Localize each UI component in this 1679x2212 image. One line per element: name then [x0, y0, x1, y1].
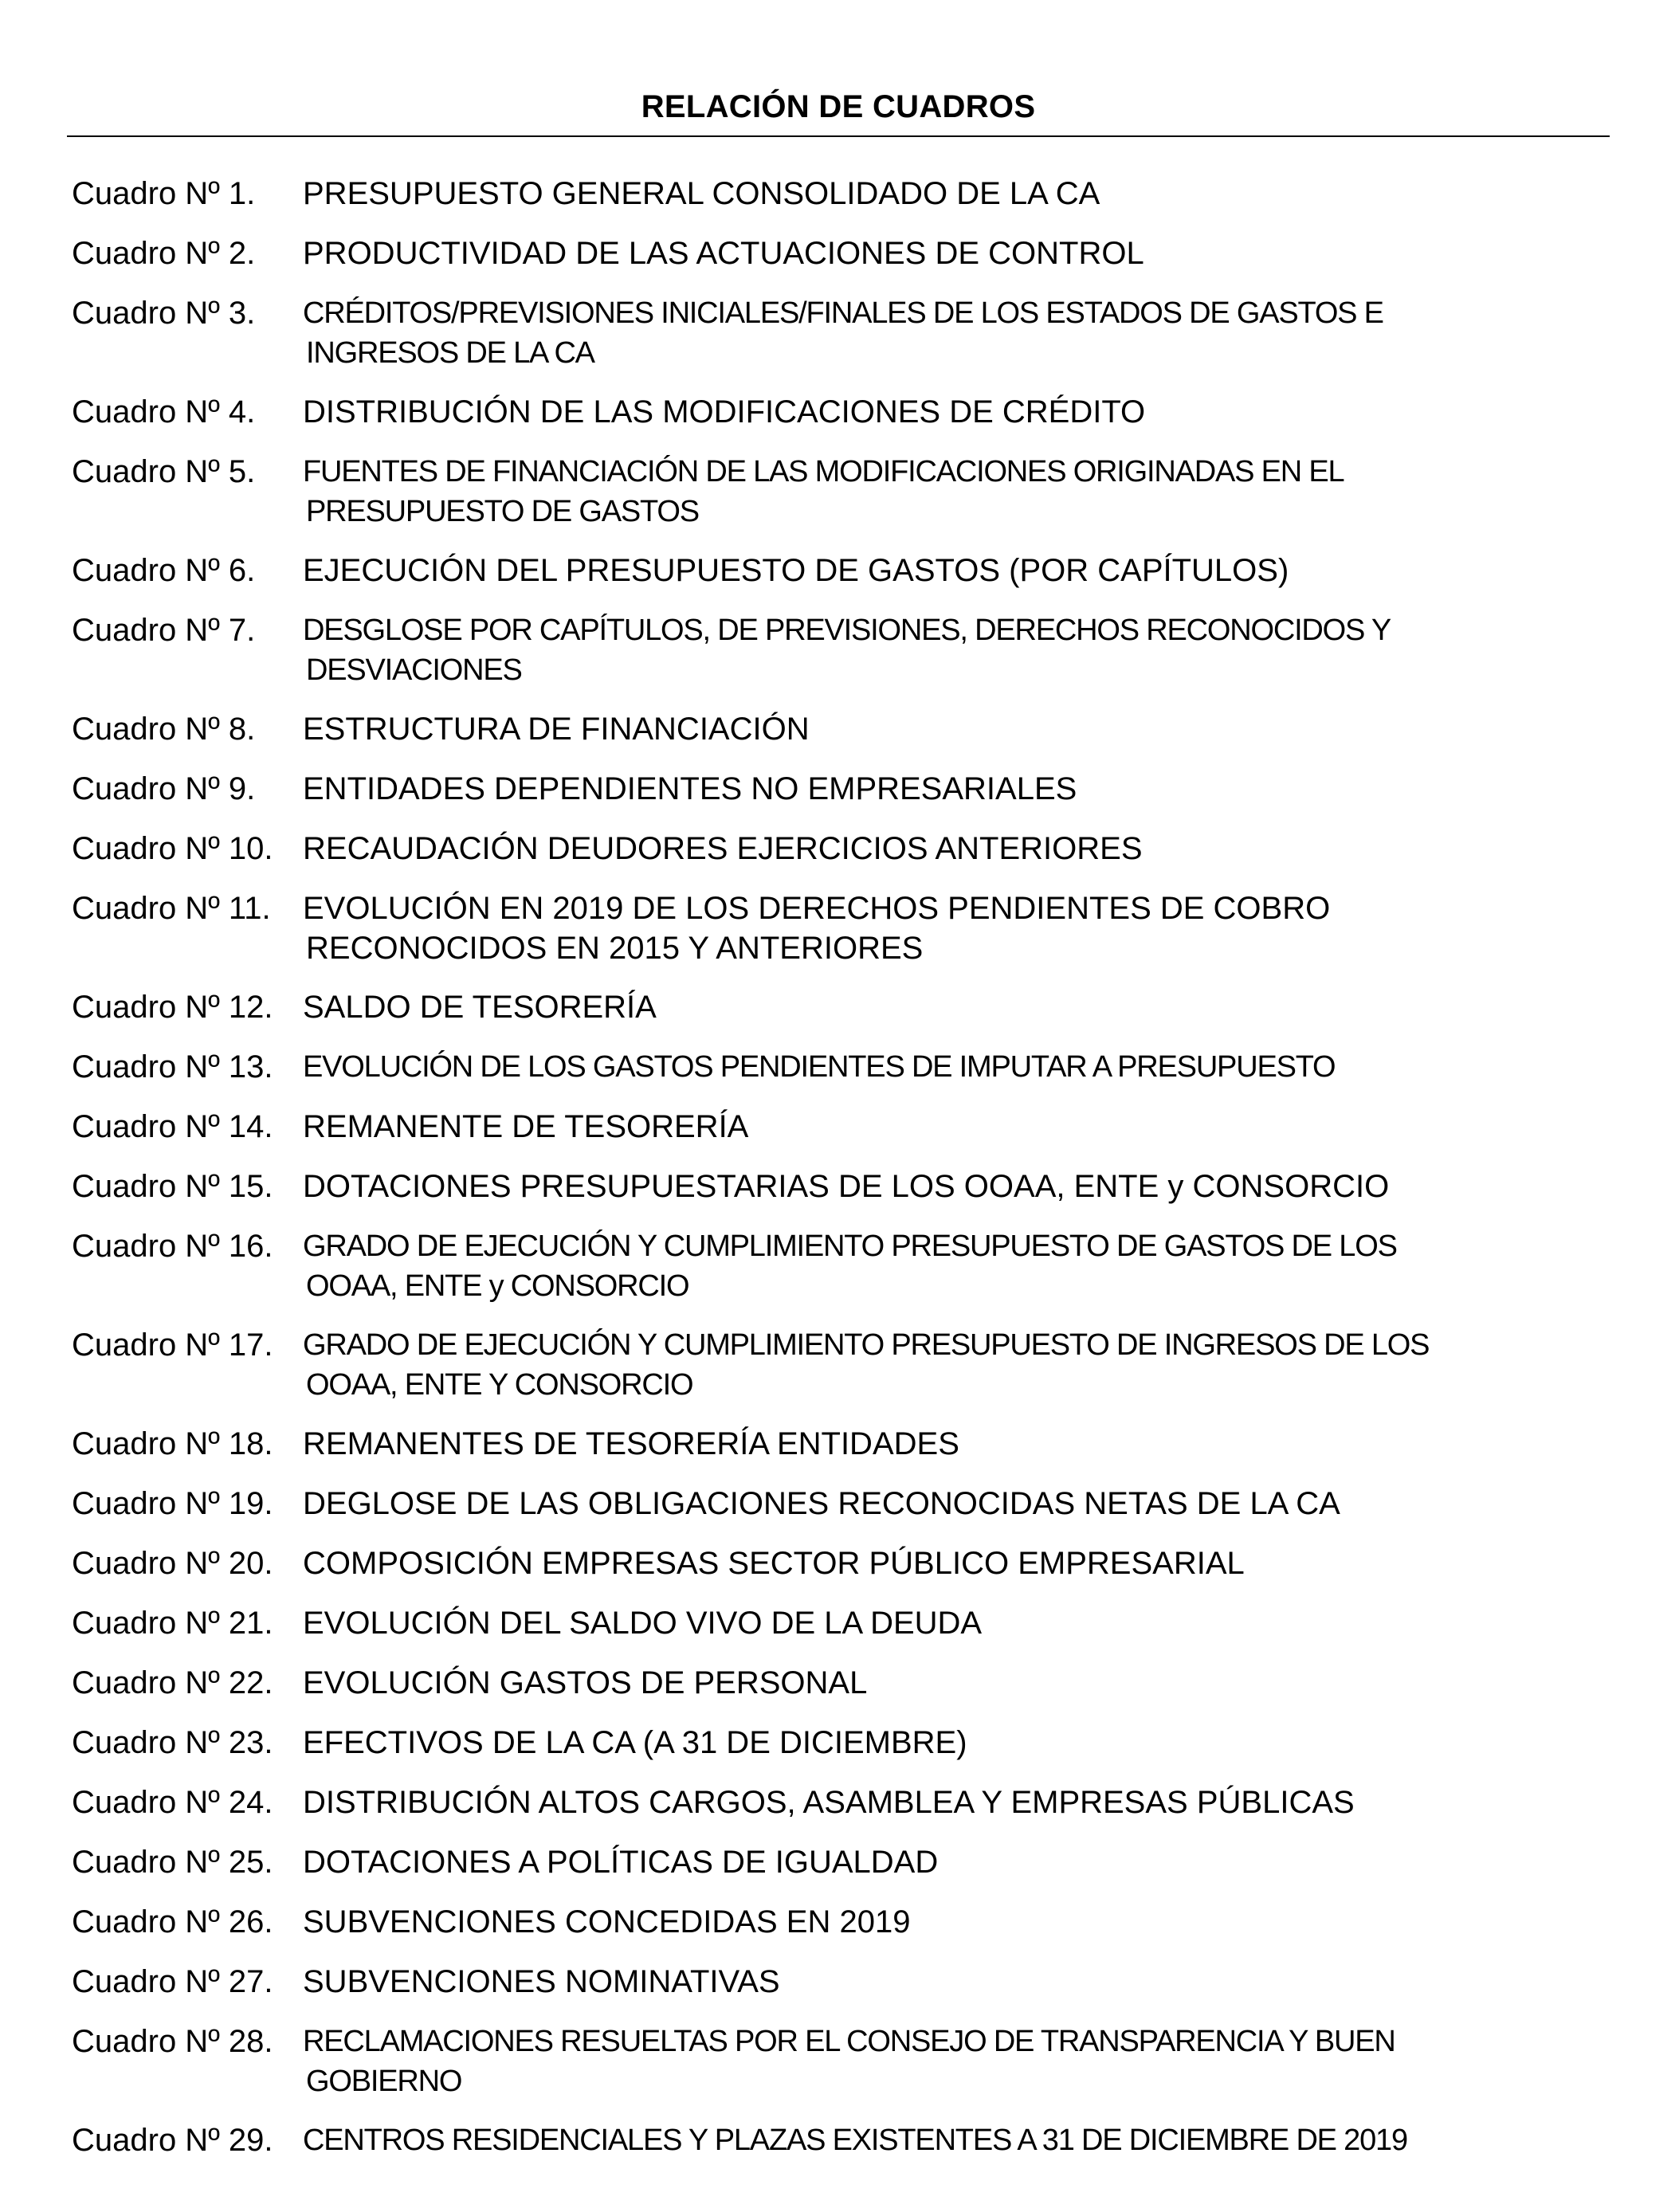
entry-title-line: DOTACIONES PRESUPUESTARIAS DE LOS OOAA, ENTE y CONSORCIO [303, 1169, 1390, 1204]
entry-title-continuation: RECONOCIDOS EN 2015 Y ANTERIORES [306, 931, 924, 966]
entry-title-line: CRÉDITOS/PREVISIONES INICIALES/FINALES DE LOS ESTADOS DE GASTOS E [303, 296, 1383, 330]
entry-title [303, 1167, 1610, 1206]
entry-title-line: EVOLUCIÓN DE LOS GASTOS PENDIENTES DE IMPUTAR A PRESUPUESTO [303, 1050, 1336, 1084]
entry-title-line: EFECTIVOS DE LA CA (A 31 DE DICIEMBRE) [303, 1725, 967, 1760]
entry-title-line: GRADO DE EJECUCIÓN Y CUMPLIMIENTO PRESUPUESTO DE INGRESOS DE LOS [303, 1328, 1430, 1362]
list-item [72, 452, 1610, 551]
entry-title [303, 1484, 1610, 1524]
entry-number: Cuadro Nº 26. [72, 1904, 273, 1939]
entry-number: Cuadro Nº 20. [72, 1546, 273, 1581]
list-item [72, 1325, 1610, 1424]
list-item [72, 1484, 1610, 1543]
entry-number: Cuadro Nº 8. [72, 712, 256, 747]
entry-title-continuation: PRESUPUESTO DE GASTOS [306, 495, 699, 528]
entry-number: Cuadro Nº 16. [72, 1229, 273, 1264]
list-item [72, 888, 1610, 987]
list-item [72, 709, 1610, 769]
list-item [72, 829, 1610, 888]
entry-number: Cuadro Nº 18. [72, 1426, 273, 1461]
entry-title [303, 1325, 1610, 1405]
entry-title [303, 2022, 1610, 2101]
entry-number: Cuadro Nº 12. [72, 990, 273, 1025]
entry-number: Cuadro Nº 3. [72, 296, 256, 331]
entry-number: Cuadro Nº 7. [72, 613, 256, 648]
entry-title [303, 1723, 1610, 1763]
entry-title [303, 987, 1610, 1027]
entry-title-line: EVOLUCIÓN GASTOS DE PERSONAL [303, 1665, 868, 1700]
entry-title-line: DESGLOSE POR CAPÍTULOS, DE PREVISIONES, DERECHOS RECONOCIDOS Y [303, 614, 1391, 647]
entry-title-line: REMANENTES DE TESORERÍA ENTIDADES [303, 1426, 959, 1461]
entry-title-line: EJECUCIÓN DEL PRESUPUESTO DE GASTOS (POR CAPÍTULOS) [303, 553, 1289, 588]
entry-title-line: DISTRIBUCIÓN DE LAS MODIFICACIONES DE CRÉDITO [303, 394, 1146, 429]
list-item [72, 610, 1610, 709]
entry-number: Cuadro Nº 5. [72, 454, 256, 489]
entry-title-line: PRESUPUESTO GENERAL CONSOLIDADO DE LA CA [303, 176, 1100, 211]
entry-title [303, 551, 1610, 590]
entry-number: Cuadro Nº 21. [72, 1606, 273, 1641]
list-item [72, 293, 1610, 392]
entry-title [303, 1424, 1610, 1464]
entry-title-line: SUBVENCIONES NOMINATIVAS [303, 1964, 780, 1999]
entry-title [303, 392, 1610, 432]
list-item [72, 1107, 1610, 1167]
list-item [72, 2022, 1610, 2120]
list-item [72, 1603, 1610, 1663]
entry-number: Cuadro Nº 23. [72, 1725, 273, 1760]
entry-title [303, 1047, 1610, 1087]
entry-title-line: CENTROS RESIDENCIALES Y PLAZAS EXISTENTES A 31 DE DICIEMBRE DE 2019 [303, 2124, 1407, 2157]
list-item [72, 1723, 1610, 1783]
entry-title-continuation: INGRESOS DE LA CA [306, 336, 594, 370]
entry-title [303, 1902, 1610, 1942]
list-item [72, 1424, 1610, 1484]
entry-title-line: GRADO DE EJECUCIÓN Y CUMPLIMIENTO PRESUPUESTO DE GASTOS DE LOS [303, 1230, 1397, 1263]
list-item [72, 1047, 1610, 1107]
entry-title [303, 174, 1610, 214]
list-item [72, 392, 1610, 452]
entry-title [303, 2120, 1610, 2160]
entry-title-line: FUENTES DE FINANCIACIÓN DE LAS MODIFICACIONES ORIGINADAS EN EL [303, 455, 1344, 488]
entry-title [303, 1226, 1610, 1306]
entry-number: Cuadro Nº 19. [72, 1486, 273, 1521]
list-item [72, 769, 1610, 829]
entry-number: Cuadro Nº 25. [72, 1845, 273, 1880]
entry-number: Cuadro Nº 27. [72, 1964, 273, 1999]
list-item [72, 174, 1610, 233]
entry-title [303, 829, 1610, 869]
list-item [72, 1226, 1610, 1325]
entry-number: Cuadro Nº 22. [72, 1665, 273, 1700]
entry-title-line: SALDO DE TESORERÍA [303, 990, 657, 1025]
entry-number: Cuadro Nº 6. [72, 553, 256, 588]
entry-title [303, 1962, 1610, 2002]
entry-title [303, 452, 1610, 531]
entry-title [303, 1603, 1610, 1643]
table-of-contents-list [72, 174, 1610, 2180]
entry-title-line: ESTRUCTURA DE FINANCIACIÓN [303, 712, 810, 747]
entry-title [303, 1107, 1610, 1147]
list-item [72, 1663, 1610, 1723]
entry-title-line: DOTACIONES A POLÍTICAS DE IGUALDAD [303, 1845, 939, 1880]
entry-number: Cuadro Nº 9. [72, 771, 256, 806]
list-item [72, 1902, 1610, 1962]
entry-title-line: PRODUCTIVIDAD DE LAS ACTUACIONES DE CONTROL [303, 236, 1144, 271]
entry-title-line: COMPOSICIÓN EMPRESAS SECTOR PÚBLICO EMPRESARIAL [303, 1546, 1245, 1581]
entry-number: Cuadro Nº 13. [72, 1049, 273, 1084]
list-item [72, 2120, 1610, 2180]
title-divider [67, 135, 1610, 137]
entry-number: Cuadro Nº 29. [72, 2123, 273, 2158]
entry-title-line: DISTRIBUCIÓN ALTOS CARGOS, ASAMBLEA Y EMPRESAS PÚBLICAS [303, 1785, 1355, 1820]
list-item [72, 1167, 1610, 1226]
entry-number: Cuadro Nº 2. [72, 236, 256, 271]
list-item [72, 1842, 1610, 1902]
entry-number: Cuadro Nº 17. [72, 1328, 273, 1363]
entry-title-continuation: GOBIERNO [306, 2065, 462, 2098]
list-item [72, 1783, 1610, 1842]
entry-title [303, 769, 1610, 809]
entry-title-continuation: OOAA, ENTE y CONSORCIO [306, 1269, 689, 1303]
entry-number: Cuadro Nº 14. [72, 1109, 273, 1144]
entry-title [303, 610, 1610, 690]
entry-title-line: EVOLUCIÓN DEL SALDO VIVO DE LA DEUDA [303, 1606, 983, 1641]
entry-number: Cuadro Nº 1. [72, 176, 256, 211]
entry-title [303, 1783, 1610, 1822]
entry-number: Cuadro Nº 15. [72, 1169, 273, 1204]
entry-number: Cuadro Nº 4. [72, 394, 256, 429]
entry-title-line: REMANENTE DE TESORERÍA [303, 1109, 749, 1144]
entry-title [303, 233, 1610, 273]
page-title: RELACIÓN DE CUADROS [641, 89, 1036, 124]
entry-title [303, 1543, 1610, 1583]
list-item [72, 987, 1610, 1047]
entry-title [303, 1663, 1610, 1703]
entry-title [303, 709, 1610, 749]
entry-number: Cuadro Nº 28. [72, 2024, 273, 2059]
entry-title-line: ENTIDADES DEPENDIENTES NO EMPRESARIALES [303, 771, 1077, 806]
entry-title [303, 888, 1610, 968]
list-item [72, 233, 1610, 293]
entry-title [303, 1842, 1610, 1882]
entry-title-continuation: DESVIACIONES [306, 653, 522, 687]
list-item [72, 1543, 1610, 1603]
entry-number: Cuadro Nº 11. [72, 891, 271, 926]
entry-title-line: SUBVENCIONES CONCEDIDAS EN 2019 [303, 1904, 911, 1939]
entry-number: Cuadro Nº 10. [72, 831, 273, 866]
entry-title-line: DEGLOSE DE LAS OBLIGACIONES RECONOCIDAS NETAS DE LA CA [303, 1486, 1340, 1521]
entry-title [303, 293, 1610, 373]
list-item [72, 1962, 1610, 2022]
entry-title-line: RECAUDACIÓN DEUDORES EJERCICIOS ANTERIORES [303, 831, 1143, 866]
entry-title-line: RECLAMACIONES RESUELTAS POR EL CONSEJO DE TRANSPARENCIA Y BUEN [303, 2025, 1395, 2058]
list-item [72, 551, 1610, 610]
entry-title-continuation: OOAA, ENTE Y CONSORCIO [306, 1368, 693, 1402]
entry-title-line: EVOLUCIÓN EN 2019 DE LOS DERECHOS PENDIENTES DE COBRO [303, 891, 1331, 926]
entry-number: Cuadro Nº 24. [72, 1785, 273, 1820]
